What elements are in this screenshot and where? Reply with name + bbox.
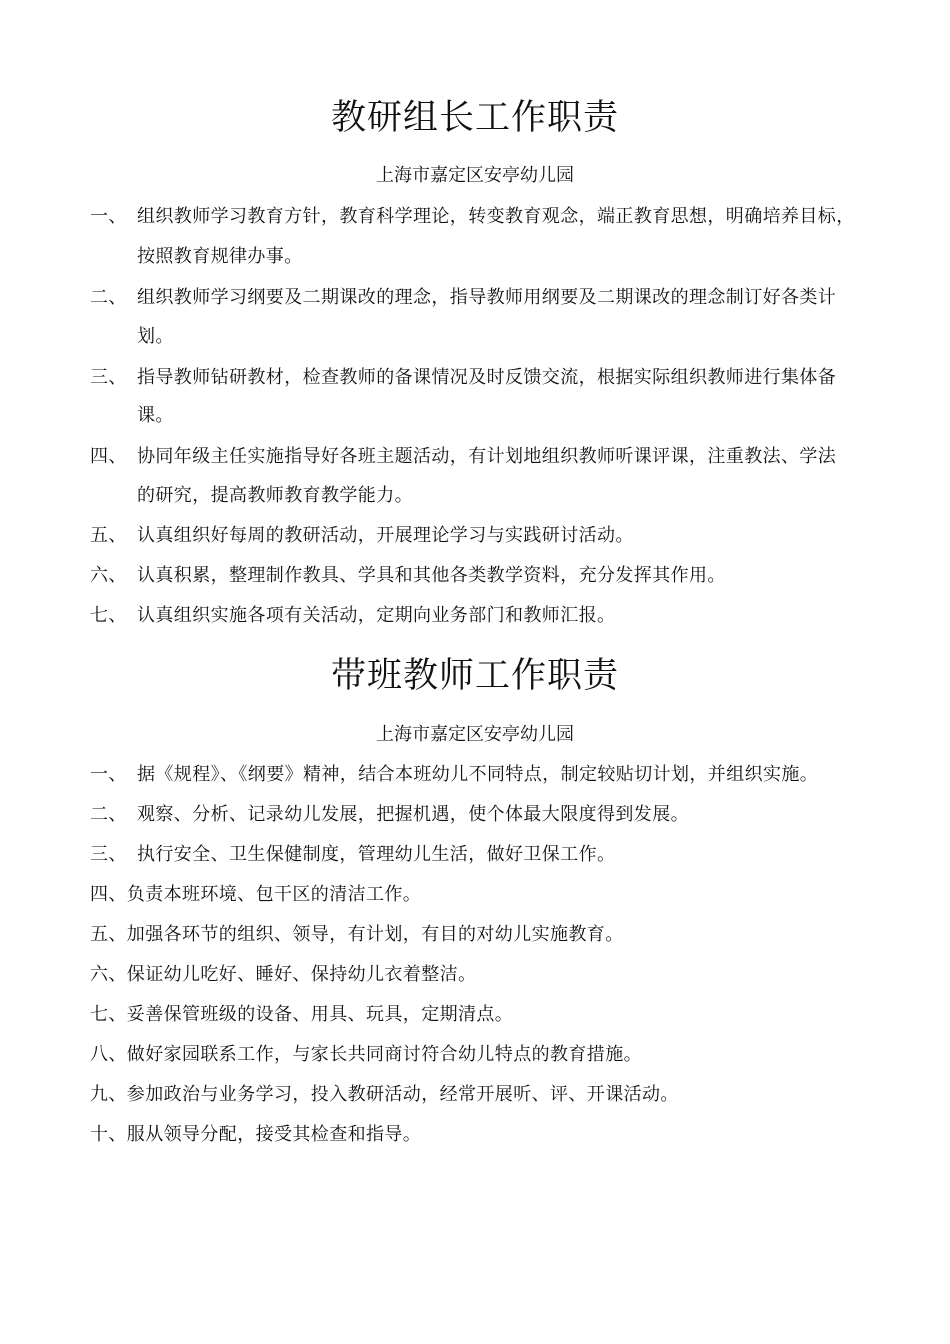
item-number: 三、 [90,844,127,865]
section2-title: 带班教师工作职责 [330,656,619,696]
item-number: 五、 [90,525,127,546]
item-text: 组织教师学习教育方针，教育科学理论，转变教育观念，端正教育思想，明确培养目标， [137,206,855,227]
item-text: 协同年级主任实施指导好各班主题活动，有计划地组织教师听课评课，注重教法、学法 [137,446,837,467]
item-text: 四、负责本班环境、包干区的清洁工作。 [90,884,422,905]
item-text: 据《规程》、《纲要》精神，结合本班幼儿不同特点，制定较贴切计划，并组织实施。 [137,764,819,785]
item-text: 十、服从领导分配，接受其检查和指导。 [90,1124,422,1145]
item-number: 一、 [90,764,127,785]
item-text: 划。 [137,326,174,347]
item-text: 按照教育规律办事。 [137,246,303,267]
item-text: 认真积累，整理制作教具、学具和其他各类教学资料，充分发挥其作用。 [137,565,726,586]
item-text: 八、做好家园联系工作，与家长共同商讨符合幼儿特点的教育措施。 [90,1044,642,1065]
item-text: 七、妥善保管班级的设备、用具、玩具，定期清点。 [90,1004,514,1025]
item-text: 九、参加政治与业务学习，投入教研活动，经常开展听、评、开课活动。 [90,1084,679,1105]
section2-subtitle: 上海市嘉定区安亭幼儿园 [376,724,574,745]
item-text: 指导教师钻研教材，检查教师的备课情况及时反馈交流，根据实际组织教师进行集体备 [137,367,837,388]
section1-subtitle: 上海市嘉定区安亭幼儿园 [376,165,574,186]
item-text: 观察、分析、记录幼儿发展，把握机遇，使个体最大限度得到发展。 [137,804,689,825]
item-number: 六、 [90,565,127,586]
item-number: 三、 [90,367,127,388]
item-number: 四、 [90,446,127,467]
item-number: 二、 [90,287,127,308]
item-text: 组织教师学习纲要及二期课改的理念，指导教师用纲要及二期课改的理念制订好各类计 [137,287,837,308]
item-number: 七、 [90,605,127,626]
item-number: 一、 [90,206,127,227]
item-text: 六、保证幼儿吃好、睡好、保持幼儿衣着整洁。 [90,964,477,985]
item-text: 执行安全、卫生保健制度，管理幼儿生活，做好卫保工作。 [137,844,616,865]
item-number: 二、 [90,804,127,825]
item-text: 的研究，提高教师教育教学能力。 [137,485,413,506]
item-text: 课。 [137,405,174,426]
item-text: 认真组织实施各项有关活动，定期向业务部门和教师汇报。 [137,605,616,626]
item-text: 五、加强各环节的组织、领导，有计划，有目的对幼儿实施教育。 [90,924,624,945]
section1-title: 教研组长工作职责 [330,98,619,138]
item-text: 认真组织好每周的教研活动，开展理论学习与实践研讨活动。 [137,525,634,546]
